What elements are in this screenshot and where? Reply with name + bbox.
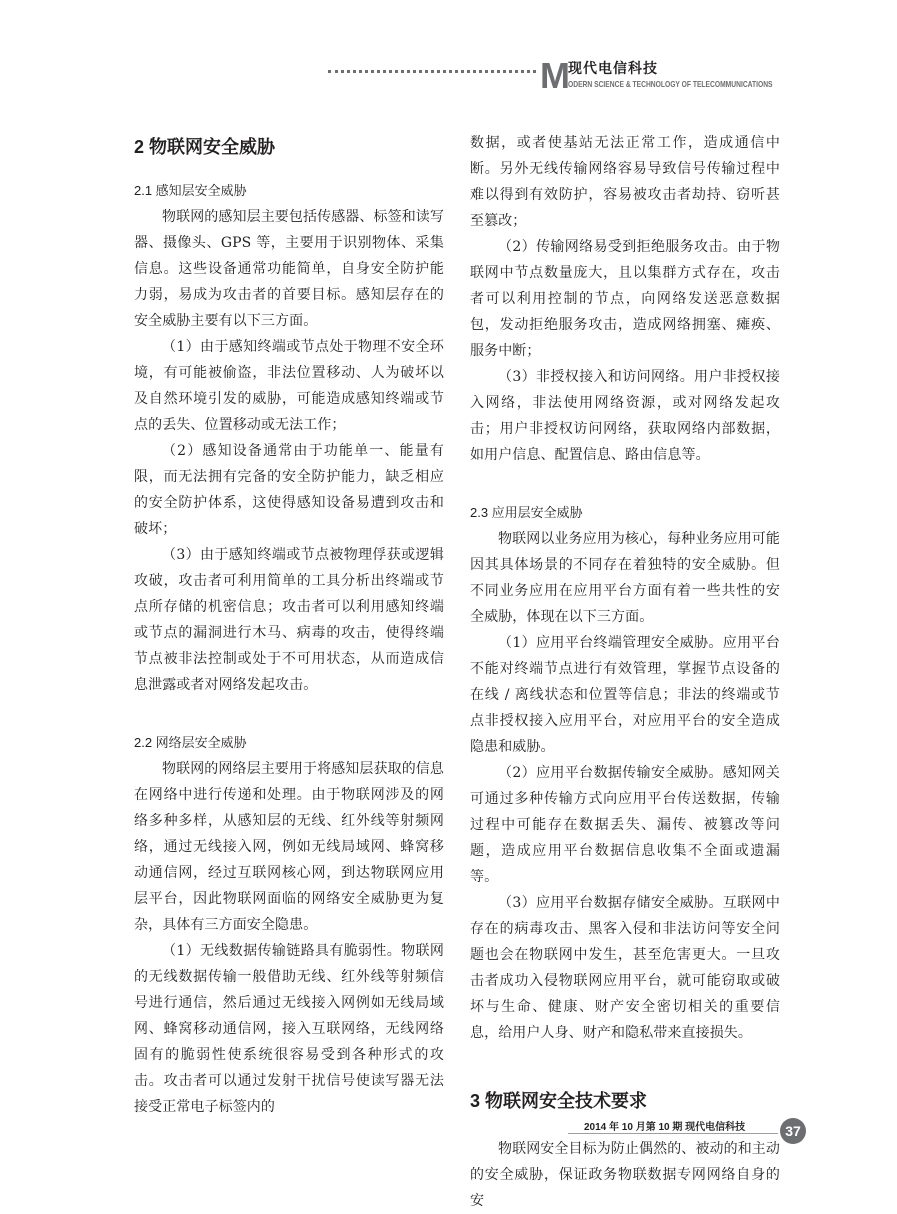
page-header xyxy=(0,0,897,100)
left-column xyxy=(134,128,444,1120)
paragraph: 物联网安全目标为防止偶然的、被动的和主动的安全威胁，保证政务物联数据专网网络自身的安 xyxy=(470,1141,780,1209)
subsection-2-2-title: 2.2 网络层安全威胁 xyxy=(134,735,247,750)
subsection-2-1-title: 2.1 感知层安全威胁 xyxy=(134,183,247,198)
journal-title-en: ODERN SCIENCE & TECHNOLOGY OF TELECOMMUNICATIONS xyxy=(568,80,773,89)
footer-issue-info: 2014 年 10 月第 10 期 现代电信科技 xyxy=(584,1122,746,1133)
paragraph: （2）应用平台数据传输安全威胁。感知网关可通过多种传输方式向应用平台传送数据，传输过程中可能存在数据丢失、漏传、被篡改等问题，造成应用平台数据信息收集不全面或遗漏等。 xyxy=(470,765,780,885)
paragraph: 物联网的感知层主要包括传感器、标签和读写器、摄像头、GPS 等，主要用于识别物体、采集信息。这些设备通常功能简单，自身安全防护能力弱，易成为攻击者的首要目标。感知层存在的安全威胁主要有以下三方面。 xyxy=(134,209,444,329)
section-3-title: 3 物联网安全技术要求 xyxy=(470,1091,648,1111)
page-number-badge: 37 xyxy=(780,1118,806,1144)
paragraph: （3）非授权接入和访问网络。用户非授权接入网络，非法使用网络资源，或对网络发起攻击；用户非授权访问网络，获取网络内部数据，如用户信息、配置信息、路由信息等。 xyxy=(470,369,780,463)
paragraph: （2）传输网络易受到拒绝服务攻击。由于物联网中节点数量庞大，且以集群方式存在，攻击者可以利用控制的节点，向网络发送恶意数据包，发动拒绝服务攻击，造成网络拥塞、瘫痪、服务中断； xyxy=(470,239,780,359)
page-footer xyxy=(0,1110,897,1170)
paragraph-continued: 数据，或者使基站无法正常工作，造成通信中断。另外无线传输网络容易导致信号传输过程中难以得到有效防护，容易被攻击者劫持、窃听甚至篡改； xyxy=(470,135,780,229)
right-column xyxy=(470,130,780,1214)
paragraph: （1）应用平台终端管理安全威胁。应用平台不能对终端节点进行有效管理，掌握节点设备的在线 / 离线状态和位置等信息；非法的终端或节点非授权接入应用平台，对应用平台的安全造成隐患和威胁。 xyxy=(470,635,780,755)
subsection-2-3-title: 2.3 应用层安全威胁 xyxy=(470,505,583,520)
paragraph: 物联网的网络层主要用于将感知层获取的信息在网络中进行传递和处理。由于物联网涉及的网络多种多样，从感知层的无线、红外线等射频网络，通过无线接入网，例如无线局域网、蜂窝移动通信网，经过互联网核心网，到达物联网应用层平台，因此物联网面临的网络安全威胁更为复杂，具体有三方面安全隐患。 xyxy=(134,761,444,933)
paragraph: （3）应用平台数据存储安全威胁。互联网中存在的病毒攻击、黑客入侵和非法访问等安全问题也会在物联网中发生，甚至危害更大。一旦攻击者成功入侵物联网应用平台，就可能窃取或破坏与生命、健康、财产安全密切相关的重要信息，给用户人身、财产和隐私带来直接损失。 xyxy=(470,895,780,1041)
paragraph: （1）由于感知终端或节点处于物理不安全环境，有可能被偷盗，非法位置移动、人为破坏以及自然环境引发的威胁，可能造成感知终端或节点的丢失、位置移动或无法工作； xyxy=(134,339,444,433)
paragraph: （3）由于感知终端或节点被物理俘获或逻辑攻破，攻击者可利用简单的工具分析出终端或节点所存储的机密信息；攻击者可以利用感知终端或节点的漏洞进行木马、病毒的攻击，使得终端节点被非法控制或处于不可用状态，从而造成信息泄露或者对网络发起攻击。 xyxy=(134,547,444,693)
paragraph: 物联网以业务应用为核心，每种业务应用可能因其具体场景的不同存在着独特的安全威胁。但不同业务应用在应用平台方面有着一些共性的安全威胁，体现在以下三方面。 xyxy=(470,531,780,625)
header-dotted-rule xyxy=(328,70,536,73)
section-2-title: 2 物联网安全威胁 xyxy=(134,137,276,157)
journal-logo-letter: M xyxy=(540,55,570,96)
journal-title-cn: 现代电信科技 xyxy=(568,60,658,76)
paragraph: （1）无线数据传输链路具有脆弱性。物联网的无线数据传输一般借助无线、红外线等射频信号进行通信，然后通过无线接入网例如无线局域网、蜂窝移动通信网，接入互联网络，无线网络固有的脆弱性使系统很容易受到各种形式的攻击。攻击者可以通过发射干扰信号使读写器无法接受正常电子标签内的 xyxy=(134,943,444,1115)
paragraph: （2）感知设备通常由于功能单一、能量有限，而无法拥有完备的安全防护能力，缺乏相应的安全防护体系，这使得感知设备易遭到攻击和破坏； xyxy=(134,443,444,537)
